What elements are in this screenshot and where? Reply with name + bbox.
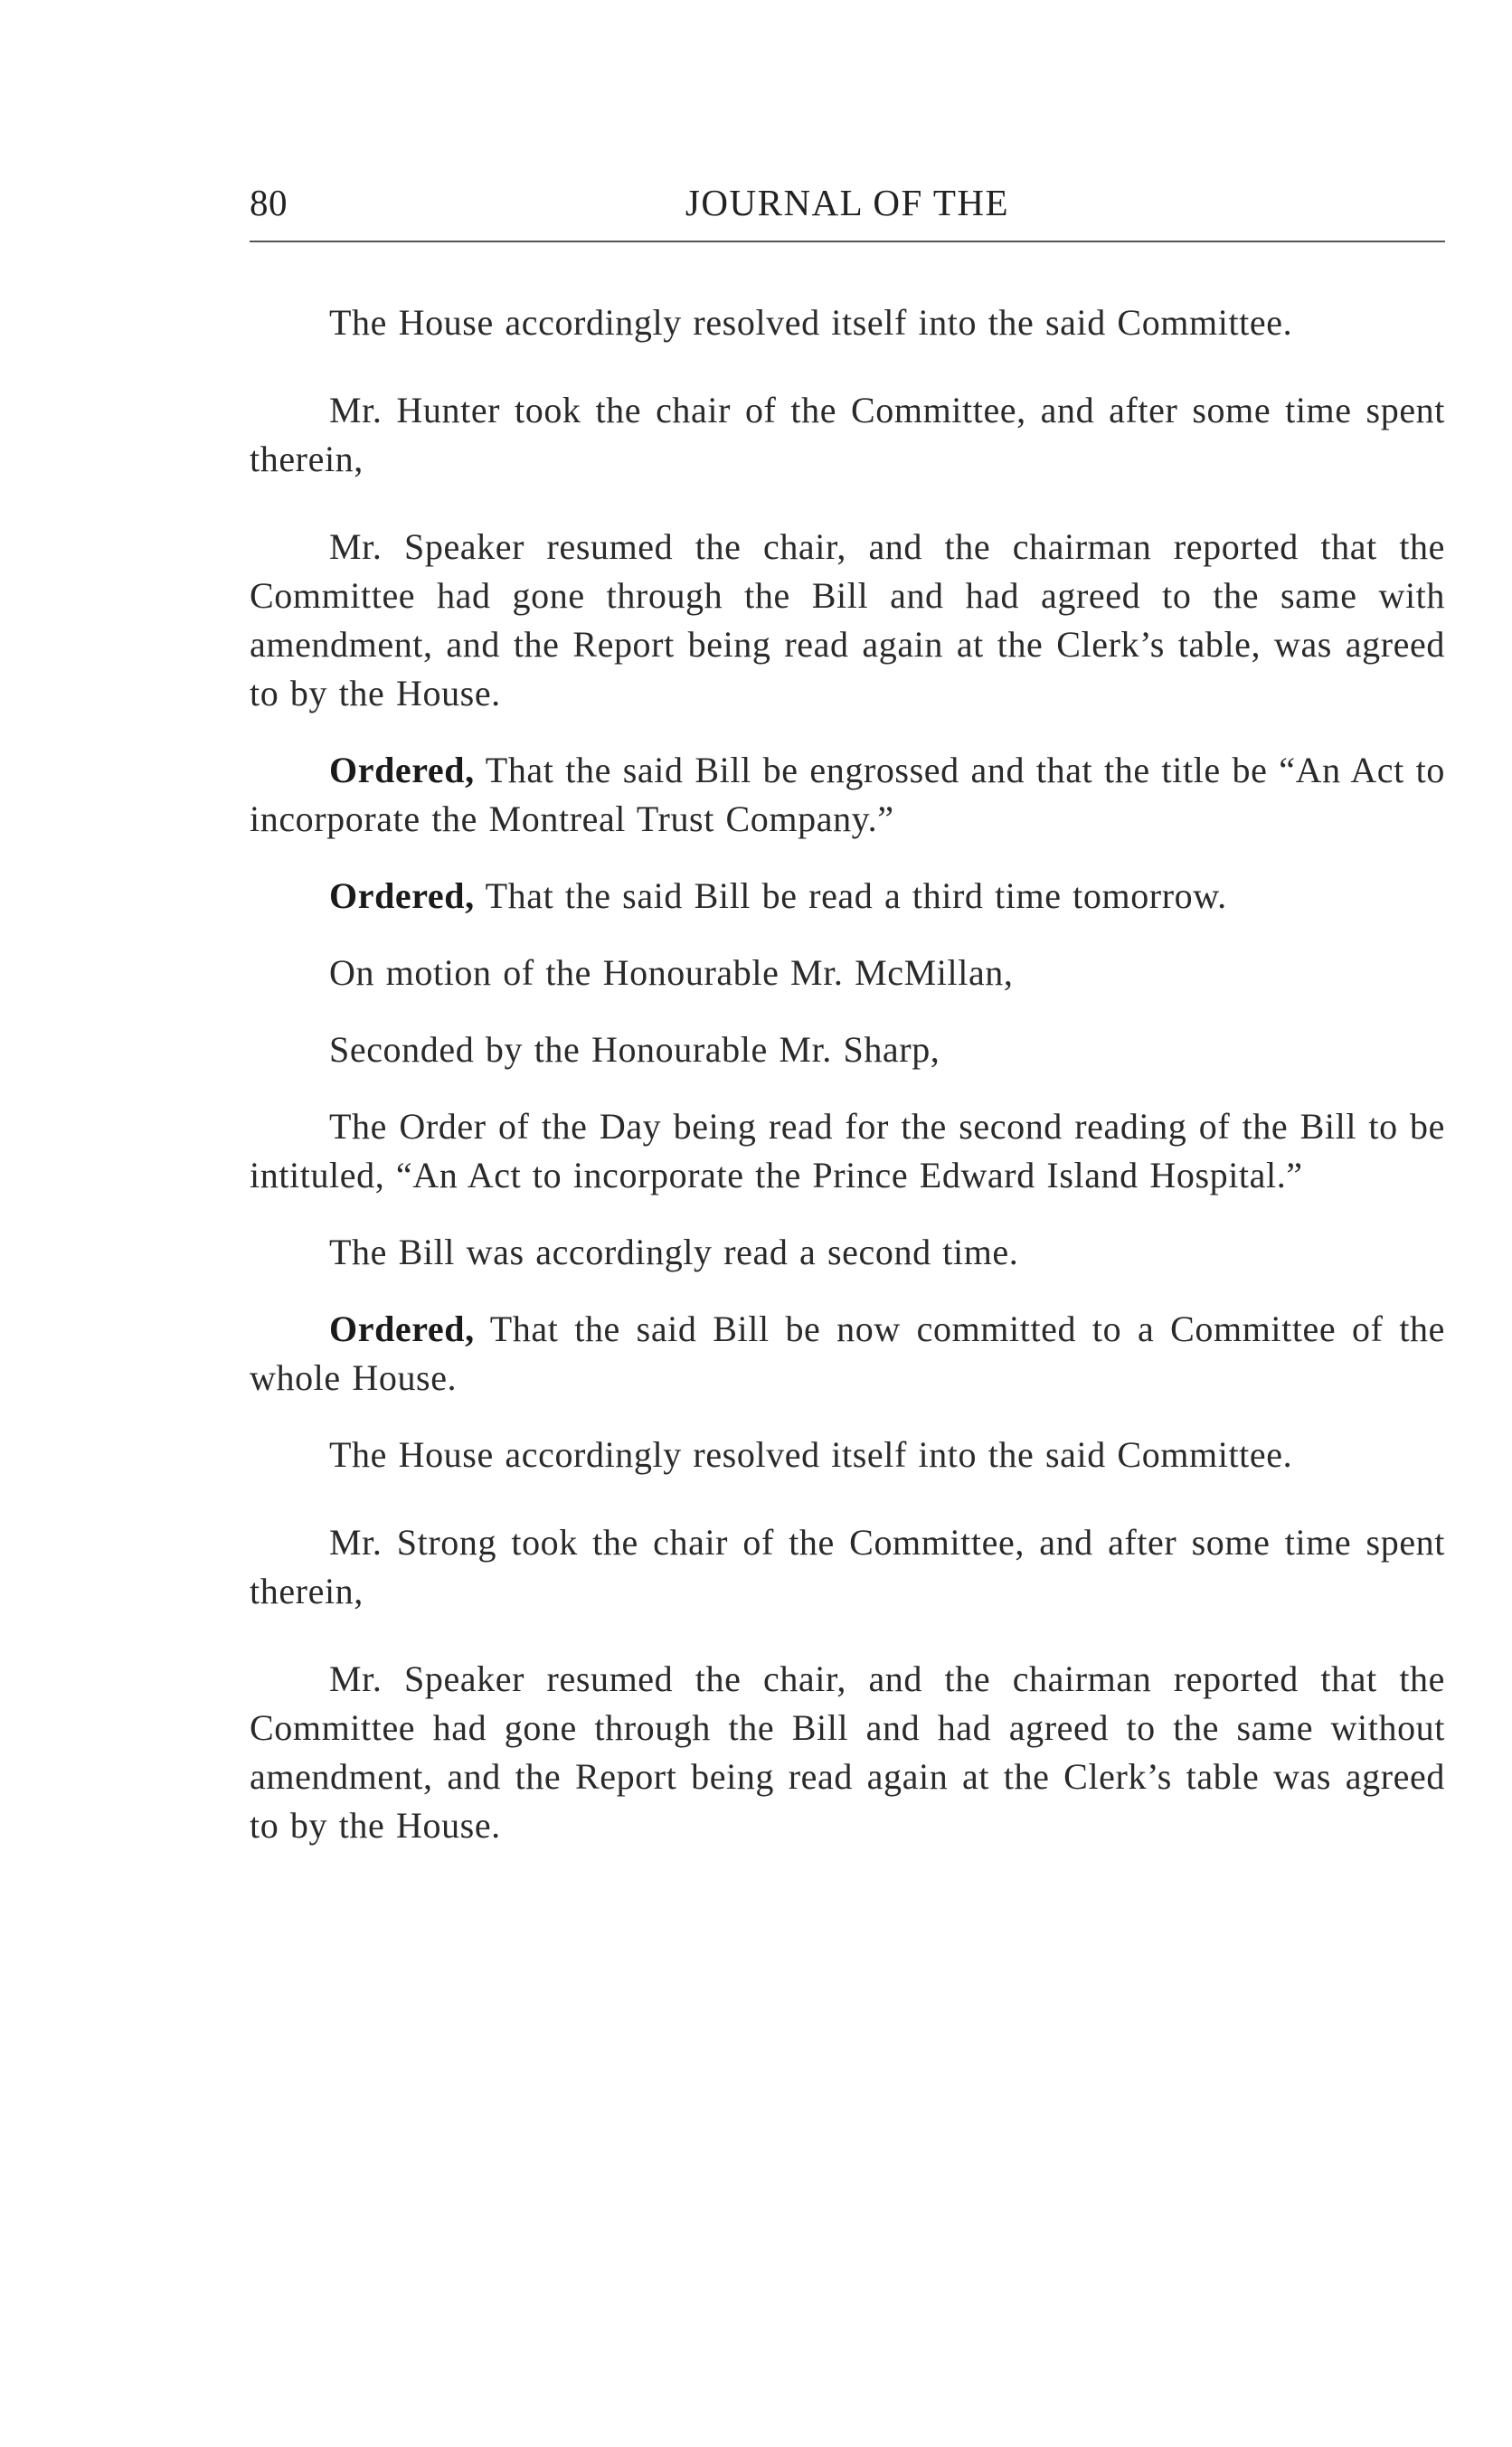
journal-body (250, 298, 1445, 1850)
paragraph-text: Mr. Speaker resumed the chair, and the chairman reported that the Committee had gone through the Bill and had agreed to the same with amendment, and the Report being read again at the Clerk’s table, was agreed to by the House. (250, 526, 1445, 713)
paragraph-text: The House accordingly resolved itself into the said Committee. (329, 302, 1293, 343)
paragraph-text: Mr. Speaker resumed the chair, and the chairman reported that the Committee had gone through the Bill and had agreed to the same without amendment, and the Report being read again at the Clerk’s table was agreed to by the House. (250, 1658, 1445, 1846)
page-number: 80 (250, 182, 288, 223)
paragraph-speaker-resumed-1 (250, 523, 1445, 718)
paragraph-hunter-chair (250, 386, 1445, 484)
paragraph-committee-resolved-1 (250, 298, 1445, 347)
paragraph-text: On motion of the Honourable Mr. McMillan, (329, 952, 1014, 993)
paragraph-text: Seconded by the Honourable Mr. Sharp, (329, 1029, 940, 1070)
paragraph-text: Mr. Strong took the chair of the Committee, and after some time spent therein, (250, 1522, 1445, 1611)
paragraph-ordered-committed (250, 1305, 1445, 1403)
ordered-lead: Ordered, (329, 1309, 475, 1349)
paragraph-text: That the said Bill be engrossed and that the title be “An Act to incorporate the Montreal Trust Company.” (250, 750, 1445, 839)
paragraph-text: The Order of the Day being read for the second reading of the Bill to be intituled, “An Act to incorporate the Prince Edward Island Hospital.” (250, 1106, 1445, 1195)
paragraph-ordered-third-reading (250, 872, 1445, 921)
header-rule (250, 241, 1445, 242)
paragraph-text: Mr. Hunter took the chair of the Committee, and after some time spent therein, (250, 390, 1445, 479)
paragraph-motion (250, 949, 1445, 997)
paragraph-strong-chair (250, 1518, 1445, 1616)
ordered-lead: Ordered, (329, 875, 475, 916)
paragraph-ordered-engrossed (250, 746, 1445, 844)
paragraph-text: That the said Bill be read a third time tomorrow. (474, 875, 1227, 916)
paragraph-second-reading (250, 1228, 1445, 1277)
paragraph-committee-resolved-2 (250, 1431, 1445, 1479)
paragraph-seconded (250, 1025, 1445, 1074)
journal-page (250, 172, 1445, 1846)
page-header (250, 172, 1445, 235)
paragraph-text: That the said Bill be now committed to a Committee of the whole House. (250, 1309, 1445, 1398)
paragraph-text: The Bill was accordingly read a second time. (329, 1232, 1019, 1272)
paragraph-speaker-resumed-2 (250, 1655, 1445, 1850)
running-head: JOURNAL OF THE (685, 182, 1010, 223)
ordered-lead: Ordered, (329, 750, 475, 790)
paragraph-text: The House accordingly resolved itself into the said Committee. (329, 1434, 1293, 1475)
paragraph-order-of-day (250, 1102, 1445, 1200)
